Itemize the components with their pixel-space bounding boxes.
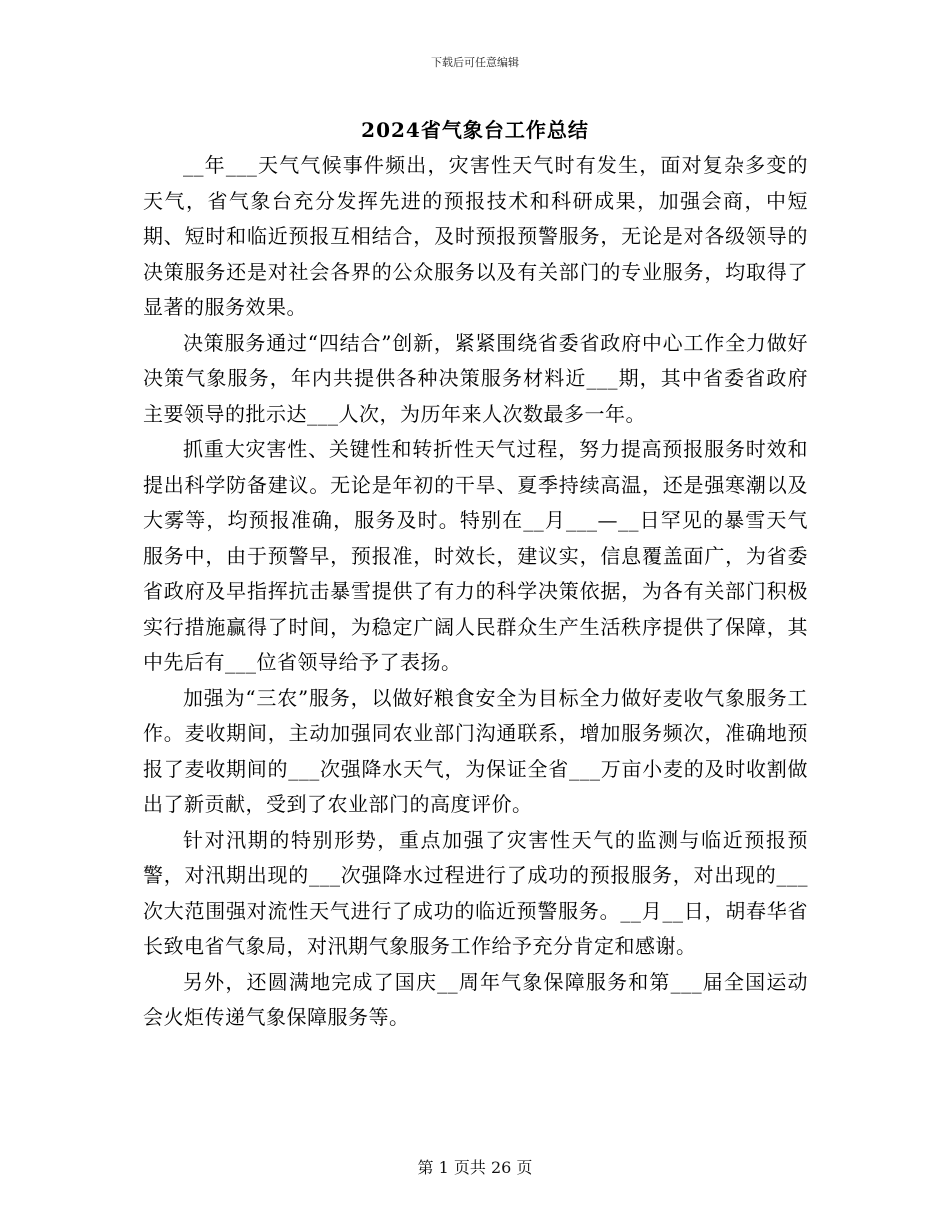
page-footer: 第 1 页共 26 页	[417, 1158, 533, 1177]
document-body	[143, 148, 808, 1036]
paragraph-other-services: 另外，还圆满地完成了国庆__周年气象保障服务和第___届全国运动会火炬传递气象保障服务等。	[143, 969, 808, 1029]
header-note: 下载后可任意编辑	[431, 56, 519, 69]
paragraph-intro: __年___天气气候事件频出，灾害性天气时有发生，面对复杂多变的天气，省气象台充分发挥先进的预报技术和科研成果，加强会商，中短期、短时和临近预报互相结合，及时预报预警服务，无论是对各级领导的决策服务还是对社会各界的公众服务以及有关部门的专业服务，均取得了显著的服务效果。	[143, 153, 808, 319]
paragraph-disaster-weather: 抓重大灾害性、关键性和转折性天气过程，努力提高预报服务时效和提出科学防备建议。无论是年初的干旱、夏季持续高温，还是强寒潮以及大雾等，均预报准确，服务及时。特别在__月___—__日罕见的暴雪天气服务中，由于预警早，预报准，时效长，建议实，信息覆盖面广，为省委省政府及早指挥抗击暴雪提供了有力的科学决策依据，为各有关部门积极实行措施赢得了时间，为稳定广阔人民群众生产生活秩序提供了保障，其中先后有___位省领导给予了表扬。	[143, 437, 808, 674]
document-title: 2024省气象台工作总结	[361, 118, 589, 142]
paragraph-agriculture-service: 加强为“三农”服务，以做好粮食安全为目标全力做好麦收气象服务工作。麦收期间，主动加强同农业部门沟通联系，增加服务频次，准确地预报了麦收期间的___次强降水天气，为保证全省___万亩小麦的及时收割做出了新贡献，受到了农业部门的高度评价。	[143, 685, 808, 816]
paragraph-flood-season: 针对汛期的特别形势，重点加强了灾害性天气的监测与临近预报预警，对汛期出现的___次强降水过程进行了成功的预报服务，对出现的___次大范围强对流性天气进行了成功的临近预警服务。__月__日，胡春华省长致电省气象局，对汛期气象服务工作给予充分肯定和感谢。	[143, 827, 808, 958]
paragraph-decision-service: 决策服务通过“四结合”创新，紧紧围绕省委省政府中心工作全力做好决策气象服务，年内共提供各种决策服务材料近___期，其中省委省政府主要领导的批示达___人次，为历年来人次数最多一年。	[143, 330, 808, 426]
